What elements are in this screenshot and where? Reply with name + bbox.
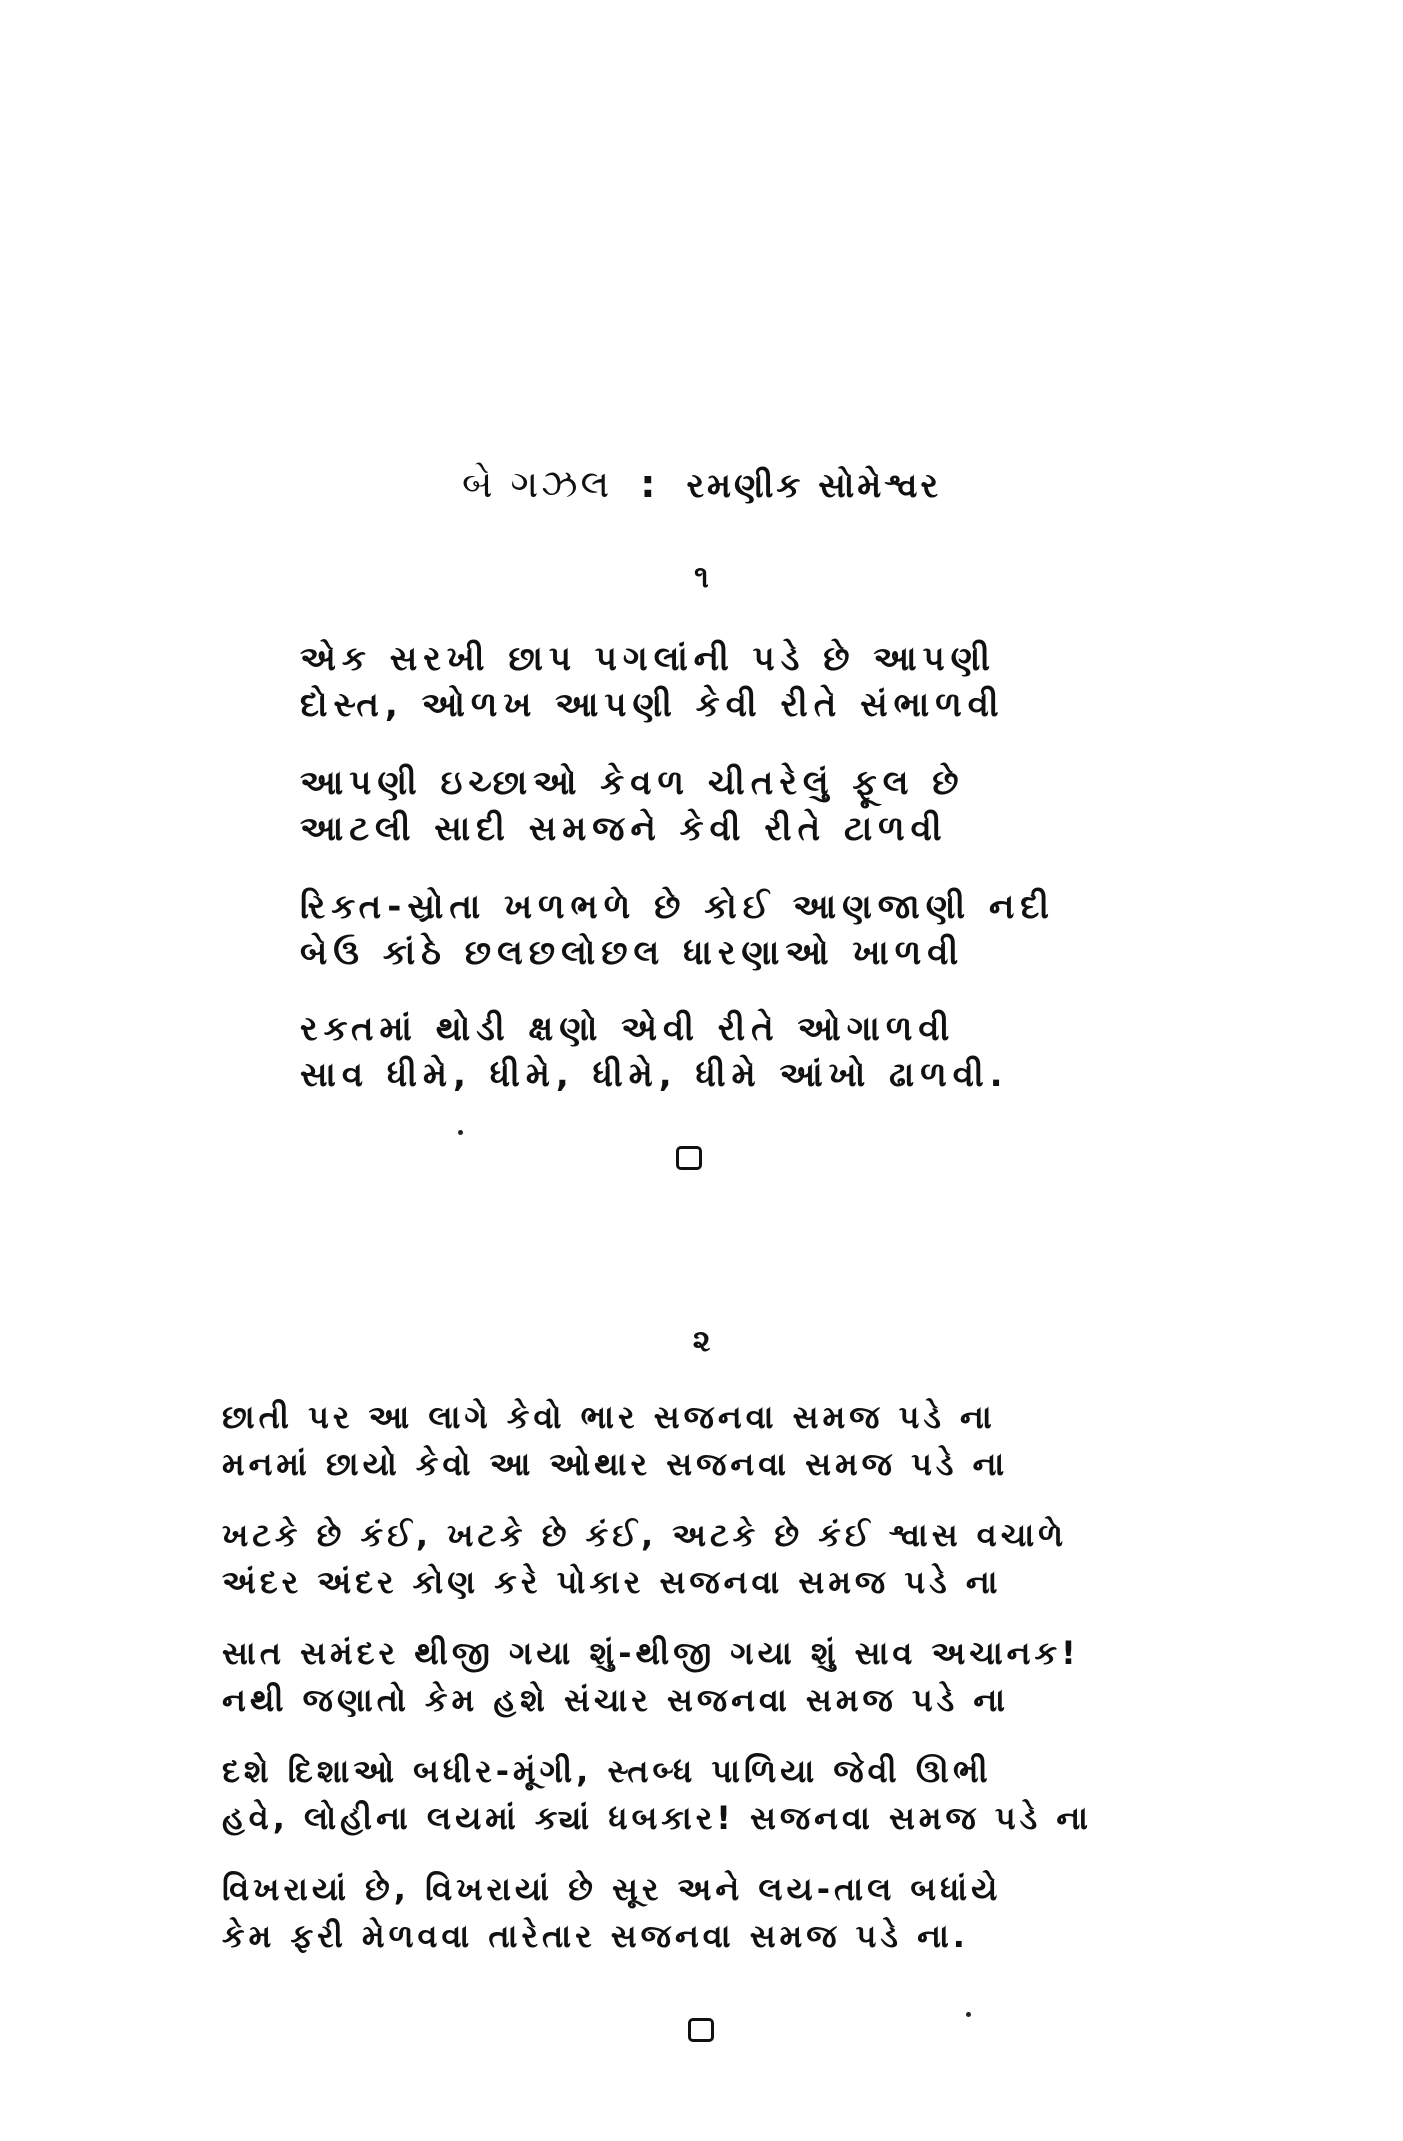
author-name: રમણીક સોમેશ્વર xyxy=(686,466,942,506)
ghazal-1-line: આપણી ઇચ્છાઓ કેવળ ચીતરેલું ફૂલ છે xyxy=(300,763,965,803)
ghazal-2-line: વિખરાયાં છે, વિખરાયાં છે સૂર અને લય-તાલ બધાંયે xyxy=(222,1870,1002,1908)
ghazal-2-line: નથી જણાતો કેમ હશે સંચાર સજનવા સમજ પડે ના xyxy=(222,1681,1010,1719)
ghazal-2-line: કેમ ફરી મેળવવા તારેતાર સજનવા સમજ પડે ના. xyxy=(222,1917,969,1955)
ghazal-2-stanza-2 xyxy=(222,1512,1067,1606)
ghazal-1-number: ૧ xyxy=(694,560,709,595)
ghazal-1-line: આટલી સાદી સમજને કેવી રીતે ટાળવી xyxy=(300,809,948,849)
section-end-mark-icon xyxy=(676,1146,702,1170)
ghazal-2-line: અંદર અંદર કોણ કરે પોકાર સજનવા સમજ પડે ના xyxy=(222,1563,1002,1601)
ghazal-2-line: મનમાં છાયો કેવો આ ઓથાર સજનવા સમજ પડે ના xyxy=(222,1445,1009,1483)
ghazal-1-line: બેઉ કાંઠે છલછલોછલ ધારણાઓ ખાળવી xyxy=(300,933,965,973)
ink-speck xyxy=(458,1130,463,1135)
ghazal-2-stanza-4 xyxy=(222,1748,1092,1842)
heading-title: બે ગઝલ xyxy=(461,462,613,506)
ghazal-1-line: સાવ ધીમે, ધીમે, ધીમે, ધીમે આંખો ઢાળવી. xyxy=(300,1055,1009,1095)
ghazal-1-line: એક સરખી છાપ પગલાંની પડે છે આપણી xyxy=(300,639,997,679)
ghazal-1-stanza-2 xyxy=(300,760,965,852)
section-end-mark-icon xyxy=(688,2018,714,2042)
ghazal-1-line: રક્તમાં થોડી ક્ષણો એવી રીતે ઓગાળવી xyxy=(300,1009,956,1049)
page-heading xyxy=(0,462,1403,507)
ghazal-1-stanza-1 xyxy=(300,636,1005,728)
ghazal-2-line: હવે, લોહીના લયમાં ક્યાં ધબકાર! સજનવા સમજ પડે ના xyxy=(222,1799,1093,1837)
ghazal-2-number: ૨ xyxy=(692,1324,711,1359)
ghazal-2-line: દશે દિશાઓ બધીર-મૂંગી, સ્તબ્ધ પાળિયા જેવી ઊભી xyxy=(222,1752,992,1790)
ghazal-2-stanza-3 xyxy=(222,1630,1080,1724)
ghazal-2-line: છાતી પર આ લાગે કેવો ભાર સજનવા સમજ પડે ના xyxy=(222,1398,996,1436)
ghazal-1-stanza-4 xyxy=(300,1006,1009,1098)
ghazal-1-line: દોસ્ત, ઓળખ આપણી કેવી રીતે સંભાળવી xyxy=(300,685,1005,725)
ghazal-2-stanza-5 xyxy=(222,1866,1001,1960)
ghazal-1-line: રિક્ત-સ્રોતા ખળભળે છે કોઈ આણજાણી નદી xyxy=(300,887,1056,927)
ghazal-2-line: ખટકે છે કંઈ, ખટકે છે કંઈ, અટકે છે કંઈ શ્વાસ વચાળે xyxy=(222,1516,1068,1554)
heading-separator: : xyxy=(640,462,659,506)
ink-speck xyxy=(966,2012,971,2017)
ghazal-2-stanza-1 xyxy=(222,1394,1008,1488)
ghazal-1-stanza-3 xyxy=(300,884,1055,976)
ghazal-2-line: સાત સમંદર થીજી ગયા શું-થીજી ગયા શું સાવ અચાનક! xyxy=(222,1634,1080,1672)
